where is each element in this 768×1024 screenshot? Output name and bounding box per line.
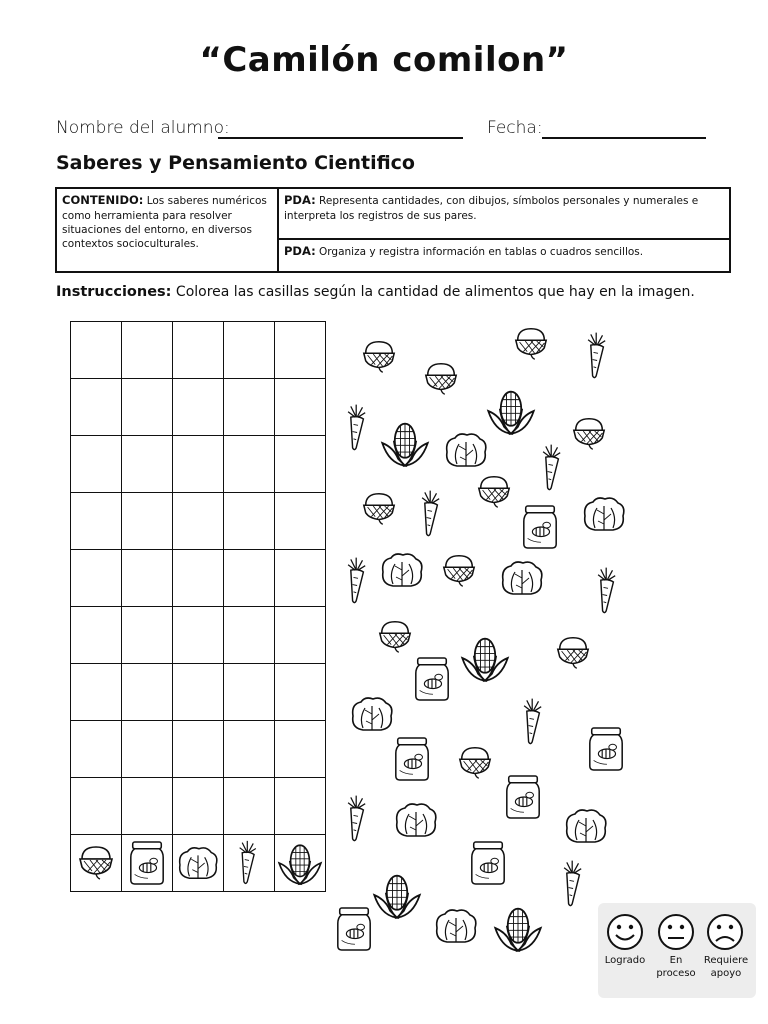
- grid-cell[interactable]: [224, 607, 275, 664]
- logrado-label: Logrado: [604, 955, 646, 966]
- carrot-icon: [340, 793, 376, 845]
- honey-jar-icon: [468, 836, 508, 890]
- en-proceso-label: En proceso: [656, 955, 696, 979]
- grid-cell[interactable]: [275, 778, 326, 835]
- acorn-icon: [554, 634, 592, 672]
- subject-heading: Saberes y Pensamiento Cientifico: [56, 152, 415, 174]
- pda1-label: PDA:: [284, 193, 316, 207]
- grid-cell[interactable]: [224, 664, 275, 721]
- cabbage-icon: [562, 806, 610, 846]
- acorn-icon: [475, 473, 513, 511]
- grid-cell[interactable]: [224, 379, 275, 436]
- acorn-icon: [360, 338, 398, 376]
- honey-jar-icon: [122, 835, 173, 892]
- acorn-icon: [512, 325, 550, 363]
- cabbage-icon: [432, 906, 480, 946]
- grid-cell[interactable]: [275, 550, 326, 607]
- cabbage-icon: [392, 800, 440, 840]
- cabbage-icon: [442, 430, 490, 470]
- cabbage-icon: [348, 694, 396, 734]
- carrot-icon: [340, 555, 376, 607]
- honey-jar-icon: [392, 732, 432, 786]
- grid-cell[interactable]: [275, 607, 326, 664]
- grid-cell[interactable]: [71, 664, 122, 721]
- carrot-icon: [340, 402, 376, 454]
- pda2-text: Organiza y registra información en tablas o cuadros sencillos.: [319, 246, 644, 259]
- cabbage-icon: [378, 550, 426, 590]
- grid-header-row: [70, 835, 326, 892]
- acorn-icon: [376, 618, 414, 656]
- contenido-text: Los saberes numéricos como herramienta para resolver situaciones del entorno, en diversos contextos socioculturales.: [62, 195, 267, 250]
- grid-cell[interactable]: [173, 379, 224, 436]
- info-table: [55, 187, 731, 273]
- cabbage-icon: [580, 494, 628, 534]
- counting-grid: [70, 321, 326, 892]
- grid-cell[interactable]: [71, 607, 122, 664]
- grid-cell[interactable]: [173, 493, 224, 550]
- acorn-icon: [71, 835, 122, 892]
- grid-cell[interactable]: [173, 721, 224, 778]
- grid-cell[interactable]: [71, 721, 122, 778]
- cabbage-icon: [498, 558, 546, 598]
- grid-cell[interactable]: [173, 550, 224, 607]
- grid-cell[interactable]: [224, 721, 275, 778]
- contenido-cell: [56, 188, 278, 272]
- pda1-cell: [278, 188, 730, 239]
- honey-jar-icon: [503, 770, 543, 824]
- grid-cell[interactable]: [122, 721, 173, 778]
- grid-cell[interactable]: [71, 493, 122, 550]
- pda1-text: Representa cantidades, con dibujos, símbolos personales y numerales e interpreta los registros de sus pares.: [284, 195, 699, 222]
- grid-cell[interactable]: [275, 379, 326, 436]
- acorn-icon: [360, 490, 398, 528]
- instructions-text: Colorea las casillas según la cantidad de alimentos que hay en la imagen.: [175, 284, 695, 300]
- grid-cell[interactable]: [122, 322, 173, 379]
- corn-icon: [372, 870, 422, 920]
- carrot-icon: [580, 330, 616, 382]
- grid-cell[interactable]: [122, 664, 173, 721]
- honey-jar-icon: [334, 902, 374, 956]
- grid-cell[interactable]: [71, 322, 122, 379]
- contenido-label: CONTENIDO:: [62, 193, 144, 207]
- instructions-label: Instrucciones:: [56, 284, 172, 300]
- color-cells: [70, 321, 326, 835]
- instructions: [56, 284, 695, 300]
- grid-cell[interactable]: [173, 436, 224, 493]
- grid-cell[interactable]: [71, 778, 122, 835]
- grid-cell[interactable]: [122, 493, 173, 550]
- grid-cell[interactable]: [173, 322, 224, 379]
- carrot-icon: [224, 835, 275, 892]
- pda2-cell: [278, 239, 730, 272]
- corn-icon: [493, 903, 543, 953]
- grid-cell[interactable]: [275, 322, 326, 379]
- grid-cell[interactable]: [275, 721, 326, 778]
- corn-icon: [380, 418, 430, 468]
- acorn-icon: [570, 415, 608, 453]
- grid-cell[interactable]: [122, 607, 173, 664]
- grid-cell[interactable]: [173, 778, 224, 835]
- grid-cell[interactable]: [122, 778, 173, 835]
- smile-face-icon[interactable]: [606, 913, 644, 951]
- corn-icon: [460, 633, 510, 683]
- grid-cell[interactable]: [224, 550, 275, 607]
- grid-cell[interactable]: [275, 664, 326, 721]
- pda2-label: PDA:: [284, 244, 316, 259]
- grid-cell[interactable]: [122, 436, 173, 493]
- grid-cell[interactable]: [224, 493, 275, 550]
- requiere-apoyo-label: Requiere apoyo: [703, 955, 749, 979]
- carrot-icon: [535, 442, 571, 494]
- corn-icon: [275, 835, 326, 892]
- carrot-icon: [556, 858, 592, 910]
- grid-cell[interactable]: [173, 607, 224, 664]
- grid-cell[interactable]: [173, 664, 224, 721]
- grid-cell[interactable]: [122, 550, 173, 607]
- honey-jar-icon: [586, 722, 626, 776]
- grid-cell[interactable]: [71, 379, 122, 436]
- honey-jar-icon: [412, 652, 452, 706]
- grid-cell[interactable]: [275, 493, 326, 550]
- page-title: “Camilón comilon”: [199, 40, 569, 80]
- grid-cell[interactable]: [275, 436, 326, 493]
- carrot-icon: [414, 488, 450, 540]
- grid-cell[interactable]: [71, 550, 122, 607]
- grid-cell[interactable]: [224, 778, 275, 835]
- grid-cell[interactable]: [224, 322, 275, 379]
- sad-face-icon[interactable]: [706, 913, 744, 951]
- grid-cell[interactable]: [122, 379, 173, 436]
- evaluation-card: [598, 903, 756, 998]
- grid-cell[interactable]: [224, 436, 275, 493]
- acorn-icon: [422, 360, 460, 398]
- grid-cell[interactable]: [71, 436, 122, 493]
- acorn-icon: [456, 744, 494, 782]
- corn-icon: [486, 386, 536, 436]
- cabbage-icon: [173, 835, 224, 892]
- acorn-icon: [440, 552, 478, 590]
- neutral-face-icon[interactable]: [657, 913, 695, 951]
- student-name-field[interactable]: [218, 137, 463, 139]
- date-label: Fecha:: [487, 118, 543, 138]
- date-field[interactable]: [542, 137, 706, 139]
- honey-jar-icon: [520, 500, 560, 554]
- carrot-icon: [590, 565, 626, 617]
- student-name-label: Nombre del alumno:: [56, 118, 230, 138]
- carrot-icon: [516, 696, 552, 748]
